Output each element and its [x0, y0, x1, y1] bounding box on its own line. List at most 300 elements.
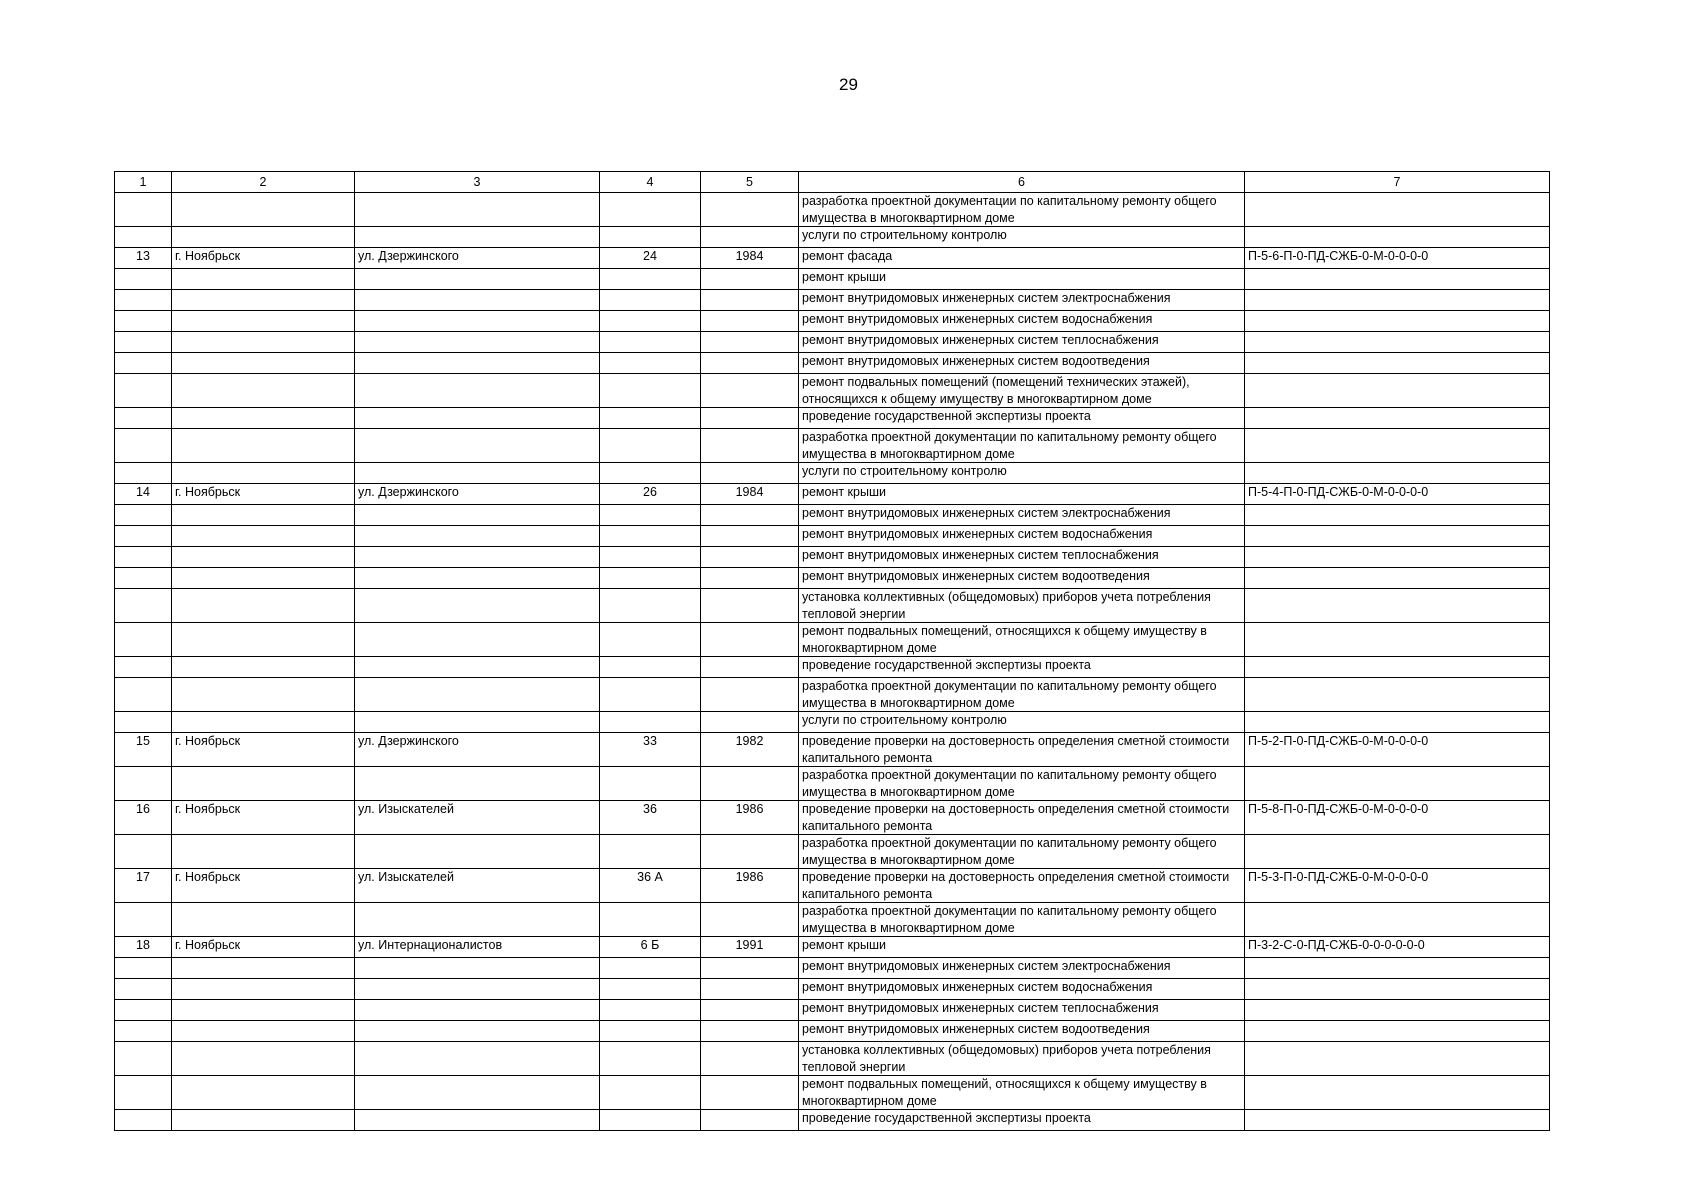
- cell-number: [115, 311, 172, 332]
- cell-number: [115, 678, 172, 712]
- cell-city: [172, 290, 355, 311]
- cell-code: П-3-2-С-0-ПД-СЖБ-0-0-0-0-0-0: [1245, 937, 1550, 958]
- cell-number: 16: [115, 801, 172, 835]
- table-row: [115, 869, 1550, 903]
- cell-street: [355, 353, 600, 374]
- cell-house: [600, 193, 701, 227]
- cell-work-type: ремонт крыши: [799, 937, 1245, 958]
- table-row: [115, 1076, 1550, 1110]
- cell-house: [600, 767, 701, 801]
- cell-house: [600, 589, 701, 623]
- cell-work-type: услуги по строительному контролю: [799, 227, 1245, 248]
- cell-code: [1245, 269, 1550, 290]
- cell-number: [115, 1076, 172, 1110]
- cell-city: [172, 712, 355, 733]
- cell-street: [355, 1110, 600, 1131]
- cell-code: [1245, 767, 1550, 801]
- cell-year: [701, 332, 799, 353]
- table-row: [115, 1110, 1550, 1131]
- table-row: [115, 979, 1550, 1000]
- cell-work-type: ремонт внутридомовых инженерных систем водоотведения: [799, 1021, 1245, 1042]
- cell-code: [1245, 958, 1550, 979]
- cell-work-type: разработка проектной документации по капитальному ремонту общего имущества в многоквартирном доме: [799, 767, 1245, 801]
- cell-city: [172, 903, 355, 937]
- cell-work-type: ремонт внутридомовых инженерных систем водоснабжения: [799, 311, 1245, 332]
- cell-street: [355, 589, 600, 623]
- cell-code: [1245, 227, 1550, 248]
- cell-number: 17: [115, 869, 172, 903]
- cell-house: [600, 311, 701, 332]
- cell-number: [115, 1000, 172, 1021]
- cell-year: [701, 958, 799, 979]
- cell-code: П-5-2-П-0-ПД-СЖБ-0-М-0-0-0-0: [1245, 733, 1550, 767]
- cell-code: П-5-8-П-0-ПД-СЖБ-0-М-0-0-0-0: [1245, 801, 1550, 835]
- cell-city: [172, 678, 355, 712]
- cell-house: 26: [600, 484, 701, 505]
- cell-number: [115, 547, 172, 568]
- cell-street: [355, 429, 600, 463]
- cell-city: г. Ноябрьск: [172, 937, 355, 958]
- cell-number: 13: [115, 248, 172, 269]
- cell-house: [600, 505, 701, 526]
- cell-work-type: разработка проектной документации по капитальному ремонту общего имущества в многоквартирном доме: [799, 429, 1245, 463]
- cell-street: [355, 1000, 600, 1021]
- table-row: [115, 484, 1550, 505]
- cell-number: [115, 463, 172, 484]
- cell-street: [355, 374, 600, 408]
- cell-work-type: ремонт внутридомовых инженерных систем электроснабжения: [799, 290, 1245, 311]
- cell-number: [115, 408, 172, 429]
- cell-city: [172, 835, 355, 869]
- cell-street: [355, 332, 600, 353]
- cell-code: [1245, 678, 1550, 712]
- cell-year: 1984: [701, 248, 799, 269]
- cell-street: [355, 1021, 600, 1042]
- table-row: [115, 958, 1550, 979]
- cell-street: [355, 1042, 600, 1076]
- table-row: [115, 937, 1550, 958]
- cell-house: [600, 429, 701, 463]
- cell-house: [600, 227, 701, 248]
- table-row: [115, 835, 1550, 869]
- cell-house: [600, 1076, 701, 1110]
- cell-house: [600, 623, 701, 657]
- cell-house: 33: [600, 733, 701, 767]
- cell-street: ул. Дзержинского: [355, 248, 600, 269]
- cell-work-type: ремонт внутридомовых инженерных систем водоснабжения: [799, 526, 1245, 547]
- cell-year: 1982: [701, 733, 799, 767]
- cell-city: [172, 227, 355, 248]
- cell-house: [600, 568, 701, 589]
- cell-year: [701, 678, 799, 712]
- cell-year: [701, 227, 799, 248]
- cell-number: [115, 290, 172, 311]
- header-col-1: 1: [115, 172, 172, 193]
- cell-work-type: ремонт внутридомовых инженерных систем электроснабжения: [799, 958, 1245, 979]
- cell-work-type: ремонт внутридомовых инженерных систем водоотведения: [799, 353, 1245, 374]
- cell-house: [600, 526, 701, 547]
- cell-year: [701, 547, 799, 568]
- cell-street: [355, 623, 600, 657]
- cell-year: [701, 767, 799, 801]
- cell-street: ул. Дзержинского: [355, 733, 600, 767]
- cell-street: [355, 979, 600, 1000]
- cell-code: [1245, 547, 1550, 568]
- header-row: [115, 172, 1550, 193]
- cell-city: [172, 526, 355, 547]
- cell-code: [1245, 290, 1550, 311]
- table-row: [115, 248, 1550, 269]
- table-row: [115, 311, 1550, 332]
- cell-year: [701, 429, 799, 463]
- table-row: [115, 547, 1550, 568]
- cell-street: [355, 568, 600, 589]
- cell-year: [701, 835, 799, 869]
- cell-code: [1245, 903, 1550, 937]
- cell-house: 36: [600, 801, 701, 835]
- cell-house: [600, 1000, 701, 1021]
- cell-year: [701, 568, 799, 589]
- cell-year: [701, 193, 799, 227]
- header-col-6: 6: [799, 172, 1245, 193]
- cell-year: [701, 374, 799, 408]
- cell-code: П-5-4-П-0-ПД-СЖБ-0-М-0-0-0-0: [1245, 484, 1550, 505]
- cell-house: [600, 712, 701, 733]
- cell-street: [355, 678, 600, 712]
- cell-work-type: установка коллективных (общедомовых) приборов учета потребления тепловой энергии: [799, 589, 1245, 623]
- cell-city: [172, 408, 355, 429]
- cell-number: [115, 374, 172, 408]
- table-row: [115, 429, 1550, 463]
- cell-number: [115, 958, 172, 979]
- cell-year: [701, 408, 799, 429]
- cell-code: [1245, 311, 1550, 332]
- cell-work-type: ремонт фасада: [799, 248, 1245, 269]
- cell-year: 1984: [701, 484, 799, 505]
- cell-work-type: ремонт внутридомовых инженерных систем теплоснабжения: [799, 1000, 1245, 1021]
- cell-street: [355, 657, 600, 678]
- cell-work-type: ремонт внутридомовых инженерных систем электроснабжения: [799, 505, 1245, 526]
- cell-year: [701, 1042, 799, 1076]
- cell-code: [1245, 657, 1550, 678]
- cell-street: [355, 958, 600, 979]
- table-header: [115, 172, 1550, 193]
- cell-year: [701, 311, 799, 332]
- cell-work-type: проведение проверки на достоверность определения сметной стоимости капитального ремонта: [799, 801, 1245, 835]
- cell-year: 1991: [701, 937, 799, 958]
- cell-city: [172, 1021, 355, 1042]
- cell-year: [701, 505, 799, 526]
- cell-work-type: проведение проверки на достоверность определения сметной стоимости капитального ремонта: [799, 733, 1245, 767]
- cell-street: [355, 526, 600, 547]
- cell-city: г. Ноябрьск: [172, 801, 355, 835]
- cell-year: [701, 526, 799, 547]
- cell-house: 6 Б: [600, 937, 701, 958]
- cell-number: [115, 835, 172, 869]
- cell-year: [701, 290, 799, 311]
- cell-street: [355, 903, 600, 937]
- cell-city: [172, 429, 355, 463]
- cell-street: [355, 408, 600, 429]
- table-row: [115, 1021, 1550, 1042]
- cell-number: [115, 505, 172, 526]
- cell-house: [600, 408, 701, 429]
- cell-number: [115, 1021, 172, 1042]
- cell-street: [355, 835, 600, 869]
- repair-table: [114, 171, 1550, 1131]
- cell-city: [172, 374, 355, 408]
- table-row: [115, 712, 1550, 733]
- cell-code: [1245, 374, 1550, 408]
- header-col-5: 5: [701, 172, 799, 193]
- cell-house: [600, 903, 701, 937]
- cell-house: [600, 678, 701, 712]
- cell-year: [701, 903, 799, 937]
- cell-year: [701, 623, 799, 657]
- cell-number: [115, 589, 172, 623]
- cell-city: [172, 1042, 355, 1076]
- cell-street: [355, 311, 600, 332]
- cell-house: [600, 657, 701, 678]
- cell-code: [1245, 568, 1550, 589]
- cell-city: [172, 193, 355, 227]
- cell-city: [172, 657, 355, 678]
- cell-code: [1245, 712, 1550, 733]
- cell-house: [600, 290, 701, 311]
- cell-city: [172, 311, 355, 332]
- cell-code: [1245, 332, 1550, 353]
- header-col-7: 7: [1245, 172, 1550, 193]
- cell-house: [600, 835, 701, 869]
- cell-code: [1245, 1021, 1550, 1042]
- cell-work-type: ремонт внутридомовых инженерных систем теплоснабжения: [799, 547, 1245, 568]
- table-row: [115, 678, 1550, 712]
- cell-work-type: разработка проектной документации по капитальному ремонту общего имущества в многоквартирном доме: [799, 193, 1245, 227]
- table-row: [115, 408, 1550, 429]
- cell-number: 14: [115, 484, 172, 505]
- cell-number: [115, 227, 172, 248]
- table-row: [115, 767, 1550, 801]
- table-row: [115, 589, 1550, 623]
- table-row: [115, 1000, 1550, 1021]
- cell-year: [701, 1021, 799, 1042]
- cell-street: [355, 227, 600, 248]
- cell-city: [172, 568, 355, 589]
- cell-year: [701, 1076, 799, 1110]
- table-row: [115, 374, 1550, 408]
- cell-year: [701, 979, 799, 1000]
- cell-code: [1245, 193, 1550, 227]
- page-number: 29: [839, 75, 858, 94]
- cell-number: [115, 1110, 172, 1131]
- cell-city: [172, 547, 355, 568]
- cell-code: [1245, 408, 1550, 429]
- cell-number: 18: [115, 937, 172, 958]
- cell-house: [600, 353, 701, 374]
- cell-number: [115, 712, 172, 733]
- cell-street: ул. Дзержинского: [355, 484, 600, 505]
- table-row: [115, 463, 1550, 484]
- cell-work-type: разработка проектной документации по капитальному ремонту общего имущества в многоквартирном доме: [799, 678, 1245, 712]
- cell-work-type: проведение государственной экспертизы проекта: [799, 1110, 1245, 1131]
- table-row: [115, 903, 1550, 937]
- cell-city: [172, 353, 355, 374]
- cell-code: П-5-3-П-0-ПД-СЖБ-0-М-0-0-0-0: [1245, 869, 1550, 903]
- cell-house: [600, 332, 701, 353]
- table-row: [115, 290, 1550, 311]
- cell-street: [355, 712, 600, 733]
- cell-house: [600, 979, 701, 1000]
- cell-number: [115, 1042, 172, 1076]
- cell-street: [355, 547, 600, 568]
- cell-city: [172, 979, 355, 1000]
- cell-city: г. Ноябрьск: [172, 248, 355, 269]
- cell-house: [600, 958, 701, 979]
- cell-street: [355, 269, 600, 290]
- cell-code: [1245, 1000, 1550, 1021]
- cell-code: [1245, 1042, 1550, 1076]
- cell-code: [1245, 835, 1550, 869]
- cell-work-type: разработка проектной документации по капитальному ремонту общего имущества в многоквартирном доме: [799, 835, 1245, 869]
- cell-year: 1986: [701, 869, 799, 903]
- cell-street: ул. Интернационалистов: [355, 937, 600, 958]
- cell-number: [115, 332, 172, 353]
- table-row: [115, 623, 1550, 657]
- cell-street: [355, 463, 600, 484]
- table-row: [115, 568, 1550, 589]
- table-row: [115, 505, 1550, 526]
- cell-number: [115, 767, 172, 801]
- cell-year: [701, 712, 799, 733]
- cell-work-type: установка коллективных (общедомовых) приборов учета потребления тепловой энергии: [799, 1042, 1245, 1076]
- cell-work-type: ремонт внутридомовых инженерных систем водоотведения: [799, 568, 1245, 589]
- table-row: [115, 193, 1550, 227]
- cell-work-type: услуги по строительному контролю: [799, 712, 1245, 733]
- cell-number: [115, 568, 172, 589]
- cell-number: [115, 429, 172, 463]
- cell-city: [172, 589, 355, 623]
- table-row: [115, 657, 1550, 678]
- table-row: [115, 526, 1550, 547]
- cell-year: [701, 657, 799, 678]
- cell-street: [355, 505, 600, 526]
- cell-street: [355, 767, 600, 801]
- cell-city: [172, 1110, 355, 1131]
- cell-work-type: проведение государственной экспертизы проекта: [799, 408, 1245, 429]
- cell-number: [115, 979, 172, 1000]
- cell-street: [355, 193, 600, 227]
- cell-house: [600, 547, 701, 568]
- table-row: [115, 227, 1550, 248]
- table-row: [115, 733, 1550, 767]
- cell-number: [115, 903, 172, 937]
- cell-house: [600, 269, 701, 290]
- cell-year: [701, 589, 799, 623]
- cell-code: [1245, 505, 1550, 526]
- cell-code: [1245, 463, 1550, 484]
- cell-code: [1245, 979, 1550, 1000]
- cell-code: [1245, 589, 1550, 623]
- cell-number: [115, 353, 172, 374]
- cell-house: [600, 463, 701, 484]
- cell-code: [1245, 1110, 1550, 1131]
- cell-number: [115, 657, 172, 678]
- cell-house: 36 А: [600, 869, 701, 903]
- cell-city: г. Ноябрьск: [172, 869, 355, 903]
- cell-city: г. Ноябрьск: [172, 733, 355, 767]
- cell-work-type: разработка проектной документации по капитальному ремонту общего имущества в многоквартирном доме: [799, 903, 1245, 937]
- cell-work-type: ремонт внутридомовых инженерных систем водоснабжения: [799, 979, 1245, 1000]
- cell-work-type: ремонт подвальных помещений (помещений технических этажей), относящихся к общему имуществу в многоквартирном доме: [799, 374, 1245, 408]
- cell-code: [1245, 353, 1550, 374]
- cell-work-type: услуги по строительному контролю: [799, 463, 1245, 484]
- cell-street: ул. Изыскателей: [355, 801, 600, 835]
- cell-house: 24: [600, 248, 701, 269]
- cell-code: П-5-6-П-0-ПД-СЖБ-0-М-0-0-0-0: [1245, 248, 1550, 269]
- cell-city: [172, 1076, 355, 1110]
- cell-city: [172, 767, 355, 801]
- cell-code: [1245, 526, 1550, 547]
- cell-work-type: проведение государственной экспертизы проекта: [799, 657, 1245, 678]
- cell-code: [1245, 1076, 1550, 1110]
- cell-street: [355, 1076, 600, 1110]
- cell-house: [600, 374, 701, 408]
- cell-work-type: ремонт подвальных помещений, относящихся к общему имуществу в многоквартирном доме: [799, 623, 1245, 657]
- table-row: [115, 801, 1550, 835]
- cell-number: [115, 623, 172, 657]
- cell-work-type: ремонт подвальных помещений, относящихся к общему имуществу в многоквартирном доме: [799, 1076, 1245, 1110]
- cell-city: [172, 269, 355, 290]
- cell-street: ул. Изыскателей: [355, 869, 600, 903]
- header-col-4: 4: [600, 172, 701, 193]
- cell-year: [701, 353, 799, 374]
- cell-year: 1986: [701, 801, 799, 835]
- cell-city: [172, 1000, 355, 1021]
- cell-city: [172, 505, 355, 526]
- cell-number: [115, 526, 172, 547]
- cell-city: [172, 463, 355, 484]
- header-col-3: 3: [355, 172, 600, 193]
- cell-work-type: ремонт внутридомовых инженерных систем теплоснабжения: [799, 332, 1245, 353]
- table-row: [115, 1042, 1550, 1076]
- table-row: [115, 332, 1550, 353]
- table-body: [115, 193, 1550, 1131]
- cell-house: [600, 1021, 701, 1042]
- cell-year: [701, 1110, 799, 1131]
- cell-number: [115, 269, 172, 290]
- cell-work-type: ремонт крыши: [799, 269, 1245, 290]
- cell-year: [701, 1000, 799, 1021]
- cell-year: [701, 269, 799, 290]
- cell-number: [115, 193, 172, 227]
- cell-work-type: ремонт крыши: [799, 484, 1245, 505]
- cell-city: г. Ноябрьск: [172, 484, 355, 505]
- cell-code: [1245, 429, 1550, 463]
- header-col-2: 2: [172, 172, 355, 193]
- table-row: [115, 353, 1550, 374]
- cell-number: 15: [115, 733, 172, 767]
- cell-city: [172, 332, 355, 353]
- cell-city: [172, 958, 355, 979]
- cell-house: [600, 1042, 701, 1076]
- table-row: [115, 269, 1550, 290]
- cell-house: [600, 1110, 701, 1131]
- cell-city: [172, 623, 355, 657]
- cell-street: [355, 290, 600, 311]
- cell-year: [701, 463, 799, 484]
- cell-work-type: проведение проверки на достоверность определения сметной стоимости капитального ремонта: [799, 869, 1245, 903]
- cell-code: [1245, 623, 1550, 657]
